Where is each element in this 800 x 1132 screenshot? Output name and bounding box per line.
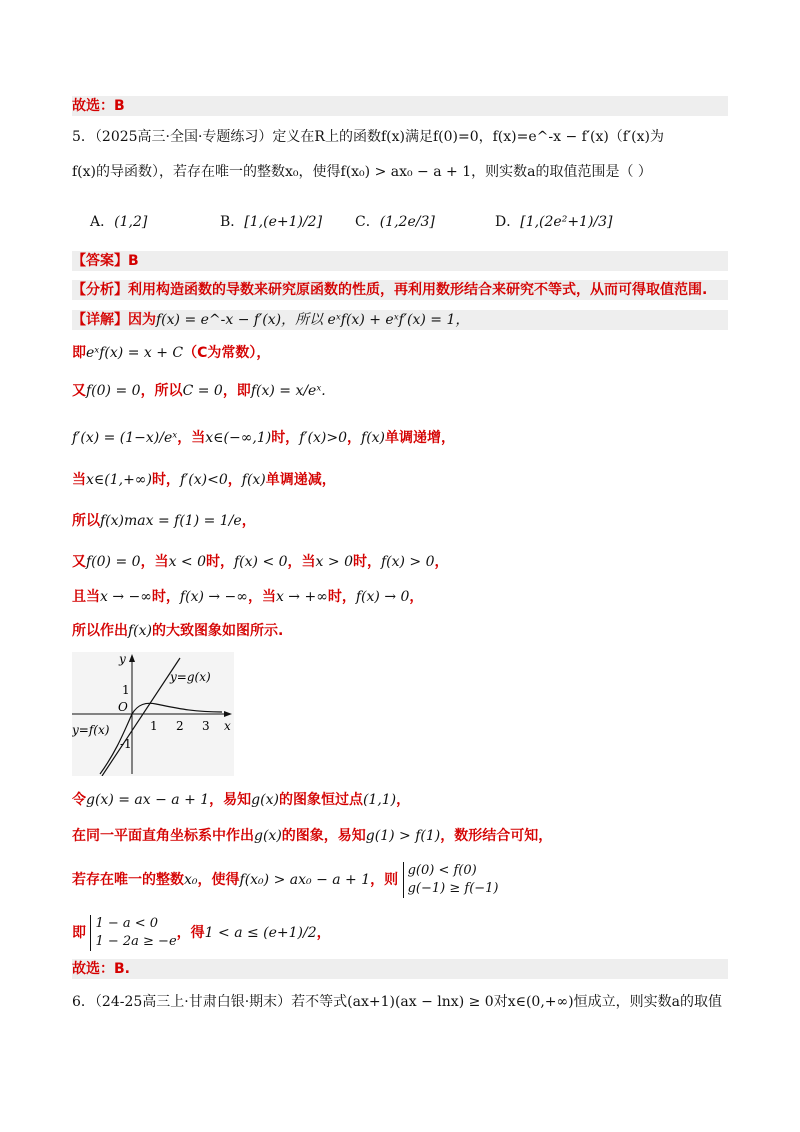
text-answer-l2c: （C为常数）， bbox=[183, 345, 271, 361]
text-answer-l12s1: g(0) < f(0) bbox=[407, 863, 477, 878]
text-answer-l11b: g(x) bbox=[254, 828, 282, 844]
text-answer-l8g: 时， bbox=[327, 589, 356, 605]
text-answer-l12d: f(x₀) > ax₀ − a + 1 bbox=[239, 872, 371, 888]
text-answer-l5e: ， bbox=[227, 472, 242, 488]
text-answer-l7h: x > 0 bbox=[315, 554, 353, 570]
text-answer-l4f: ， bbox=[347, 430, 362, 446]
text-answer-l11e: ，数形结合可知， bbox=[440, 828, 553, 844]
system-2 bbox=[90, 915, 176, 951]
text-answer-detail_1: f(x) = e^-x − f′(x)，所以 eˣf(x) + eˣf′(x) = 1， bbox=[156, 312, 470, 328]
detail-line-1 bbox=[72, 310, 728, 330]
text-answer-l6a: 所以 bbox=[72, 513, 100, 529]
text-answer-l4e: f′(x)>0 bbox=[299, 430, 348, 446]
text-answer-l5d: f′(x)<0 bbox=[179, 472, 228, 488]
option-d bbox=[495, 211, 613, 231]
text-answer-l13s2: 1 − 2a ≥ −e bbox=[95, 934, 177, 949]
text-answer-l8c: 时， bbox=[151, 589, 180, 605]
text-answer-l8a: 且当 bbox=[72, 589, 100, 605]
graph-origin-label: O bbox=[118, 700, 128, 714]
text-q5-options-1-value: [1,(e+1)/2] bbox=[244, 214, 323, 230]
graph-g-label: y=g(x) bbox=[170, 670, 211, 684]
text-answer-l7j: f(x) > 0 bbox=[380, 554, 435, 570]
system-1 bbox=[403, 862, 499, 898]
text-answer-l12e: ，则 bbox=[370, 872, 399, 888]
text-answer-l13d: ， bbox=[316, 925, 331, 941]
text-answer-l5b: x∈(1,+∞) bbox=[86, 472, 152, 488]
detail-line-3 bbox=[72, 381, 728, 401]
text-answer-l5g: 单调递减， bbox=[265, 472, 336, 488]
text-answer-l8d: f(x) → −∞ bbox=[179, 589, 248, 605]
text-answer-l7g: ，当 bbox=[287, 554, 316, 570]
final-choice-line bbox=[72, 959, 728, 979]
text-answer-l7b: f(0) = 0 bbox=[86, 554, 141, 570]
text-q5-options-2-value: (1,2e/3] bbox=[379, 214, 435, 230]
text-answer-l6c: ， bbox=[241, 513, 256, 529]
text-answer-l7e: 时， bbox=[206, 554, 234, 570]
detail-line-9 bbox=[72, 621, 728, 641]
graph-ytick-neg: -1 bbox=[120, 737, 132, 751]
text-answer-l10c: ，易知 bbox=[209, 792, 252, 808]
text-answer-l7k: ， bbox=[434, 554, 449, 570]
text-answer-l11d: g(1) > f(1) bbox=[365, 828, 441, 844]
graph-xtick-3: 3 bbox=[202, 719, 210, 733]
text-answer-l8e: ，当 bbox=[247, 589, 276, 605]
text-q6-line: 6．（24-25高三上·甘肃白银·期末）若不等式(ax+1)(ax − lnx) ≥ 0对x∈(0,+∞)恒成立，则实数a的取值 bbox=[72, 994, 722, 1010]
text-answer-choice: 故选：B. bbox=[72, 961, 130, 977]
answer-options bbox=[90, 203, 730, 243]
text-answer-detail_head: 【详解】因为 bbox=[72, 312, 156, 328]
graph-ytick-pos: 1 bbox=[122, 683, 130, 697]
text-answer-l13b: ，得 bbox=[176, 925, 205, 941]
text-answer-l7d: x < 0 bbox=[168, 554, 206, 570]
text-answer-l12s2: g(−1) ≥ f(−1) bbox=[407, 881, 499, 896]
detail-line-10 bbox=[72, 790, 728, 810]
question-5-text-2: f(x)的导函数），若存在唯一的整数x₀，使得f(x₀) > ax₀ − a + 1，则实数a的取值范围是（ ） bbox=[72, 164, 652, 180]
text-answer-l4g: f(x) bbox=[361, 430, 386, 446]
text-answer-l7f: f(x) < 0 bbox=[234, 554, 288, 570]
text-answer-l4b: ，当 bbox=[177, 430, 206, 446]
text-answer-analysis: 【分析】利用构造函数的导数来研究原函数的性质，再利用数形结合来研究不等式，从而可得取值范围. bbox=[72, 282, 708, 298]
option-b bbox=[220, 211, 322, 231]
text-answer-l5a: 当 bbox=[72, 472, 86, 488]
text-answer-l13c: 1 < a ≤ (e+1)/2 bbox=[204, 925, 317, 941]
question-5-text-1: 5．（2025高三·全国·专题练习）定义在R上的函数f(x)满足f(0)=0，f(x)=e^-x − f′(x)（f′(x)为 bbox=[72, 129, 664, 145]
detail-line-8 bbox=[72, 587, 728, 607]
text-q5-options-1-label: B． bbox=[220, 214, 245, 230]
text-answer-l9c: 的大致图象如图所示. bbox=[152, 623, 284, 639]
text-q5-options-0-value: (1,2] bbox=[114, 214, 148, 230]
previous-choice-text: 故选：B bbox=[72, 98, 125, 114]
answer-line bbox=[72, 251, 728, 271]
graph-xtick-2: 2 bbox=[176, 719, 184, 733]
text-answer-l3c: ，所以 bbox=[140, 383, 183, 399]
text-answer-l3e: ，即 bbox=[222, 383, 251, 399]
text-answer-l12b: x₀ bbox=[184, 872, 198, 888]
option-a bbox=[90, 211, 147, 231]
text-answer-l12c: ，使得 bbox=[197, 872, 240, 888]
text-answer-l7i: 时， bbox=[352, 554, 381, 570]
text-answer-l13a: 即 bbox=[72, 925, 86, 941]
text-answer-l8h: f(x) → 0 bbox=[355, 589, 410, 605]
text-answer-l8f: x → +∞ bbox=[275, 589, 328, 605]
detail-line-2 bbox=[72, 343, 728, 363]
text-answer-l5f: f(x) bbox=[241, 472, 266, 488]
text-answer-l11a: 在同一平面直角坐标系中作出 bbox=[72, 828, 254, 844]
text-answer-l9b: f(x) bbox=[128, 623, 153, 639]
text-q5-options-0-label: A． bbox=[90, 214, 115, 230]
text-answer-l8b: x → −∞ bbox=[100, 589, 152, 605]
detail-line-4 bbox=[72, 428, 728, 448]
text-answer-l10g: ， bbox=[396, 792, 411, 808]
previous-choice bbox=[72, 96, 728, 116]
text-q5-options-3-label: D． bbox=[495, 214, 521, 230]
text-answer-l9a: 所以作出 bbox=[72, 623, 128, 639]
detail-line-6 bbox=[72, 511, 728, 531]
text-answer-l13s1: 1 − a < 0 bbox=[95, 916, 159, 931]
text-answer-l10e: 的图象恒过点 bbox=[278, 792, 363, 808]
detail-line-7 bbox=[72, 552, 728, 572]
text-answer-l10b: g(x) = ax − a + 1 bbox=[86, 792, 210, 808]
text-answer-l11c: 的图象，易知 bbox=[281, 828, 366, 844]
text-answer-l3a: 又 bbox=[72, 383, 86, 399]
text-answer-answer_line: 【答案】B bbox=[72, 253, 139, 269]
text-answer-l12a: 若存在唯一的整数 bbox=[72, 872, 184, 888]
question-5-line-2 bbox=[72, 162, 728, 182]
text-answer-l7c: ，当 bbox=[140, 554, 169, 570]
option-c bbox=[355, 211, 435, 231]
text-answer-l7a: 又 bbox=[72, 554, 86, 570]
text-q5-options-2-label: C． bbox=[355, 214, 380, 230]
text-answer-l4h: 单调递增， bbox=[385, 430, 456, 446]
graph-xtick-1: 1 bbox=[150, 719, 158, 733]
detail-line-13 bbox=[72, 913, 728, 953]
y-axis-arrow bbox=[129, 654, 135, 662]
text-answer-l2a: 即 bbox=[72, 345, 86, 361]
text-answer-l6b: f(x)max = f(1) = 1/e bbox=[100, 513, 242, 529]
graph-y-label: y bbox=[119, 652, 126, 666]
text-answer-l8i: ， bbox=[409, 589, 424, 605]
text-answer-l4a: f′(x) = (1−x)/eˣ bbox=[72, 430, 178, 446]
text-answer-l3d: C = 0 bbox=[182, 383, 223, 399]
graph-svg bbox=[72, 652, 234, 776]
text-answer-l4d: 时， bbox=[271, 430, 300, 446]
g-line bbox=[102, 658, 180, 776]
text-q5-options-3-value: [1,(2e²+1)/3] bbox=[520, 214, 613, 230]
text-answer-l5c: 时， bbox=[151, 472, 180, 488]
graph-x-label: x bbox=[224, 719, 231, 733]
x-axis-arrow bbox=[224, 711, 232, 717]
detail-line-11 bbox=[72, 826, 728, 846]
text-answer-l10d: g(x) bbox=[251, 792, 279, 808]
text-answer-l3b: f(0) = 0 bbox=[86, 383, 141, 399]
text-answer-l10f: (1,1) bbox=[362, 792, 397, 808]
function-graph bbox=[72, 652, 234, 776]
text-answer-l3f: f(x) = x/eˣ. bbox=[250, 383, 326, 399]
graph-f-label: y=f(x) bbox=[72, 723, 110, 737]
question-6-line bbox=[72, 992, 728, 1012]
detail-line-5 bbox=[72, 470, 728, 490]
analysis-line bbox=[72, 280, 728, 300]
text-answer-l2b: eˣf(x) = x + C bbox=[86, 345, 184, 361]
text-answer-l10a: 令 bbox=[72, 792, 86, 808]
detail-line-12 bbox=[72, 860, 728, 900]
text-answer-l4c: x∈(−∞,1) bbox=[205, 430, 272, 446]
question-5-line-1 bbox=[72, 127, 728, 147]
